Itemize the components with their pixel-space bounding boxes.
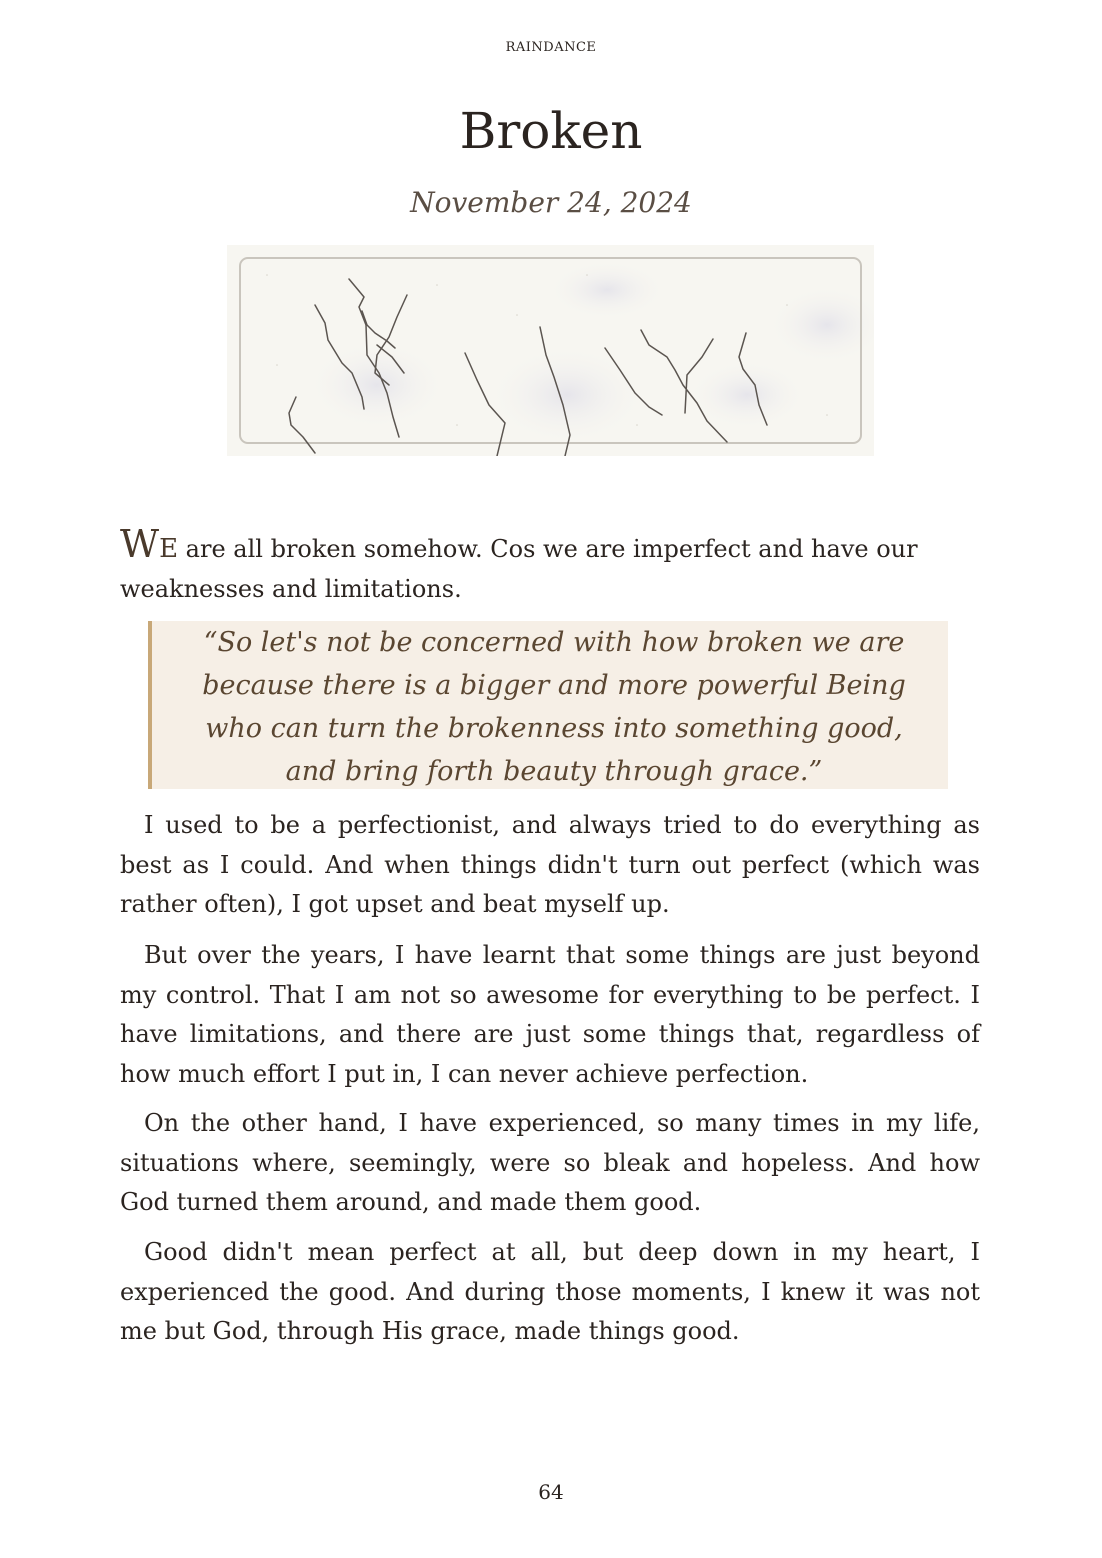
- body-paragraph-4: Good didn't mean perfect at all, but deep down in my heart, I experienced the good. And during those moments, I knew it was not me but God, through His grace, made things good.: [120, 1238, 980, 1345]
- drop-cap: W: [120, 522, 160, 566]
- pull-quote: “So let's not be concerned with how broken we are because there is a bigger and more powerful Being who can turn the brokenness into something good, and bring forth beauty through grace.”: [148, 621, 948, 789]
- body-paragraph-1: I used to be a perfectionist, and always tried to do everything as best as I could. And when things didn't turn out perfect (which was rather often), I got upset and beat myself up.: [120, 811, 980, 918]
- crack-drawing: [227, 245, 874, 456]
- post-date: November 24, 2024: [410, 186, 692, 219]
- running-head: RAINDANCE: [505, 40, 597, 55]
- page-title: Broken: [459, 102, 643, 160]
- page-number: 64: [538, 1480, 564, 1504]
- intro-paragraph: [120, 522, 980, 609]
- body-paragraph-2: But over the years, I have learnt that some things are just beyond my control. That I am not so awesome for everything to be perfect. I have limitations, and there are just some things that, regardless of how much effort I put in, I can never achieve perfection.: [120, 941, 980, 1088]
- intro-text: are all broken somehow. Cos we are imperfect and have our weaknesses and limitations.: [120, 535, 918, 603]
- small-cap: E: [159, 534, 179, 564]
- cracked-panel-illustration: [227, 245, 874, 456]
- body-paragraph-3: On the other hand, I have experienced, so many times in my life, situations where, seemingly, were so bleak and hopeless. And how God turned them around, and made them good.: [120, 1109, 980, 1216]
